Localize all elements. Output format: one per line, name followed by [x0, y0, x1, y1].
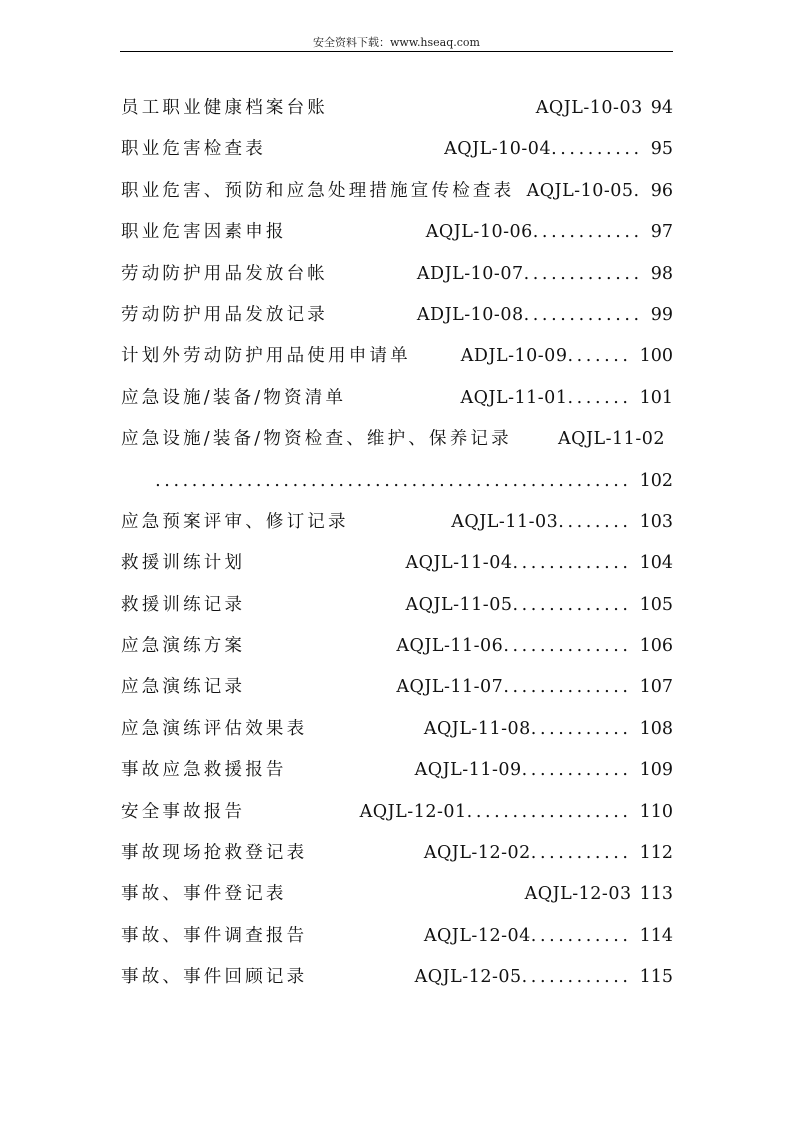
toc-entry-page: 107 — [639, 677, 673, 698]
toc-entry-page: 115 — [639, 967, 673, 988]
toc-entry-ref — [155, 461, 673, 502]
toc-leader-dots: ............ — [532, 222, 643, 243]
toc-leader-dots: ............ — [521, 967, 632, 988]
toc-entry-page: 103 — [639, 511, 673, 532]
toc-entry-code: ADJL-10-08 — [416, 304, 524, 325]
toc-leader-dots: ....... — [567, 387, 632, 408]
toc-entry — [121, 88, 673, 129]
toc-entry — [121, 585, 673, 626]
toc-entry — [121, 916, 673, 957]
toc-entry-ref — [424, 833, 673, 874]
toc-entry — [121, 833, 673, 874]
toc-entry-code: ADJL-10-09 — [460, 346, 568, 367]
toc-entry — [121, 171, 673, 212]
toc-entry-ref — [558, 419, 673, 460]
toc-leader-dots: .............. — [503, 677, 632, 698]
toc-entry-page: 112 — [639, 843, 673, 864]
toc-leader-dots: .................................................... — [155, 470, 632, 491]
toc-entry-code: AQJL-11-01 — [460, 387, 568, 408]
toc-entry-page: 102 — [639, 470, 673, 491]
toc-entry-ref — [525, 874, 673, 915]
toc-entry-ref — [396, 626, 673, 667]
toc-entry-title: 应急演练评估效果表 — [121, 718, 308, 739]
toc-entry-page: 101 — [639, 387, 673, 408]
toc-entry — [121, 254, 673, 295]
toc-leader-dots: .................. — [466, 801, 632, 822]
toc-entry-code: AQJL-11-09 — [414, 760, 522, 781]
toc-entry-code: AQJL-12-02 — [423, 843, 531, 864]
toc-entry-title: 事故应急救援报告 — [121, 760, 287, 781]
toc-entry-title: 安全事故报告 — [121, 801, 246, 822]
toc-leader-dots: ............. — [523, 304, 643, 325]
toc-leader-dots: ............ — [521, 760, 632, 781]
toc-entry-page: 113 — [639, 884, 673, 905]
toc-entry — [121, 626, 673, 667]
toc-entry-title: 职业危害、预防和应急处理措施宣传检查表 — [121, 180, 515, 201]
toc-entry — [121, 378, 673, 419]
toc-entry — [121, 792, 673, 833]
toc-entry — [121, 419, 673, 460]
toc-entry-ref — [415, 750, 673, 791]
toc-entry-page: 99 — [650, 304, 673, 325]
toc-entry-title: 劳动防护用品发放台帐 — [121, 263, 328, 284]
toc-entry-title: 计划外劳动防护用品使用申请单 — [121, 346, 411, 367]
header-rule — [120, 51, 673, 52]
toc-entry-page: 106 — [639, 636, 673, 657]
toc-leader-dots: .......... — [551, 139, 643, 160]
toc-entry-title: 应急预案评审、修订记录 — [121, 511, 349, 532]
toc-entry-code: AQJL-12-04 — [423, 925, 531, 946]
toc-entry — [121, 874, 673, 915]
toc-entry-title: 事故、事件调查报告 — [121, 925, 308, 946]
toc-entry-page: 110 — [639, 801, 673, 822]
toc-entry-page: 94 — [650, 98, 673, 118]
toc-leader-dots: ........... — [530, 843, 632, 864]
toc-entry-ref — [424, 916, 673, 957]
toc-entry-title: 事故、事件回顾记录 — [121, 967, 308, 988]
toc-leader-dots: ....... — [567, 346, 632, 367]
toc-entry-page: 104 — [639, 553, 673, 574]
toc-entry-title: 应急设施/装备/物资清单 — [121, 387, 347, 408]
toc-entry-page: 97 — [650, 222, 673, 243]
toc-entry-code: AQJL-10-04 — [444, 139, 552, 160]
toc-leader-dots: ............. — [512, 553, 632, 574]
toc-leader-dots: ........... — [530, 925, 632, 946]
toc-leader-dots: ........ — [558, 511, 632, 532]
toc-entry-ref — [415, 957, 673, 998]
toc-entry-ref — [460, 378, 673, 419]
toc-entry-ref — [360, 792, 673, 833]
toc-entry-ref — [426, 212, 673, 253]
toc-entry-title: 职业危害检查表 — [121, 139, 266, 160]
toc-entry-code: AQJL-10-06 — [425, 222, 533, 243]
toc-entry-page: 109 — [639, 760, 673, 781]
toc-entry — [121, 336, 673, 377]
toc-entry-code: AQJL-11-03 — [451, 511, 559, 532]
toc-entry-title: 事故、事件登记表 — [121, 884, 287, 905]
toc-entry-title: 救援训练记录 — [121, 594, 246, 615]
toc-entry — [121, 212, 673, 253]
toc-entry — [121, 461, 673, 502]
toc-leader-dots: .............. — [503, 636, 632, 657]
toc-entry — [121, 129, 673, 170]
toc-entry-page: 100 — [639, 346, 673, 367]
toc-entry-ref — [444, 129, 673, 170]
toc-leader-dots: ............. — [523, 263, 643, 284]
toc-entry — [121, 750, 673, 791]
toc-entry-code: AQJL-12-03 — [524, 884, 632, 905]
toc-leader-dots: . — [633, 180, 643, 201]
toc-entry-ref — [527, 171, 673, 212]
toc-entry-code: AQJL-10-05 — [526, 180, 634, 201]
toc-entry-ref — [424, 709, 673, 750]
page-header: 安全资料下载：www.hseaq.com — [313, 36, 480, 49]
toc-entry — [121, 957, 673, 998]
toc-entry-code: AQJL-11-07 — [396, 677, 504, 698]
toc-entry-page: 105 — [639, 594, 673, 615]
toc-entry — [121, 543, 673, 584]
toc-entry-ref — [461, 336, 673, 377]
toc-entry-ref — [417, 295, 673, 336]
toc-entry-ref — [396, 667, 673, 708]
toc-entry-ref — [536, 88, 673, 129]
toc-entry-code: AQJL-11-02 — [558, 429, 665, 450]
toc-entry-title: 应急演练记录 — [121, 677, 246, 698]
toc-entry-page: 114 — [639, 925, 673, 946]
toc-entry-title: 事故现场抢救登记表 — [121, 843, 308, 864]
toc-entry-title: 救援训练计划 — [121, 553, 246, 574]
toc-entry-code: AQJL-11-08 — [423, 718, 531, 739]
toc-entry-page: 108 — [639, 718, 673, 739]
table-of-contents — [121, 88, 673, 999]
toc-entry-code: AQJL-12-01 — [359, 801, 467, 822]
toc-entry-ref — [405, 543, 673, 584]
toc-entry-title: 应急演练方案 — [121, 636, 246, 657]
toc-entry-code: AQJL-11-05 — [405, 594, 513, 615]
toc-entry-code: AQJL-11-04 — [405, 553, 513, 574]
toc-entry-ref — [451, 502, 673, 543]
toc-entry — [121, 295, 673, 336]
toc-entry-title: 劳动防护用品发放记录 — [121, 304, 328, 325]
toc-entry-page: 96 — [650, 180, 673, 201]
toc-entry — [121, 709, 673, 750]
toc-entry-page: 95 — [650, 139, 673, 160]
toc-entry-title: 应急设施/装备/物资检查、维护、保养记录 — [121, 429, 512, 450]
toc-leader-dots: ........... — [530, 718, 632, 739]
toc-entry-code: AQJL-10-03 — [535, 98, 643, 118]
toc-entry-page: 98 — [650, 263, 673, 284]
toc-entry — [121, 667, 673, 708]
toc-entry-title: 员工职业健康档案台账 — [121, 98, 328, 118]
toc-entry-ref — [417, 254, 673, 295]
toc-entry-title: 职业危害因素申报 — [121, 222, 287, 243]
toc-leader-dots: ............. — [512, 594, 632, 615]
toc-entry — [121, 502, 673, 543]
toc-entry-ref — [405, 585, 673, 626]
toc-entry-code: AQJL-11-06 — [396, 636, 504, 657]
toc-entry-code: AQJL-12-05 — [414, 967, 522, 988]
toc-entry-code: ADJL-10-07 — [416, 263, 524, 284]
